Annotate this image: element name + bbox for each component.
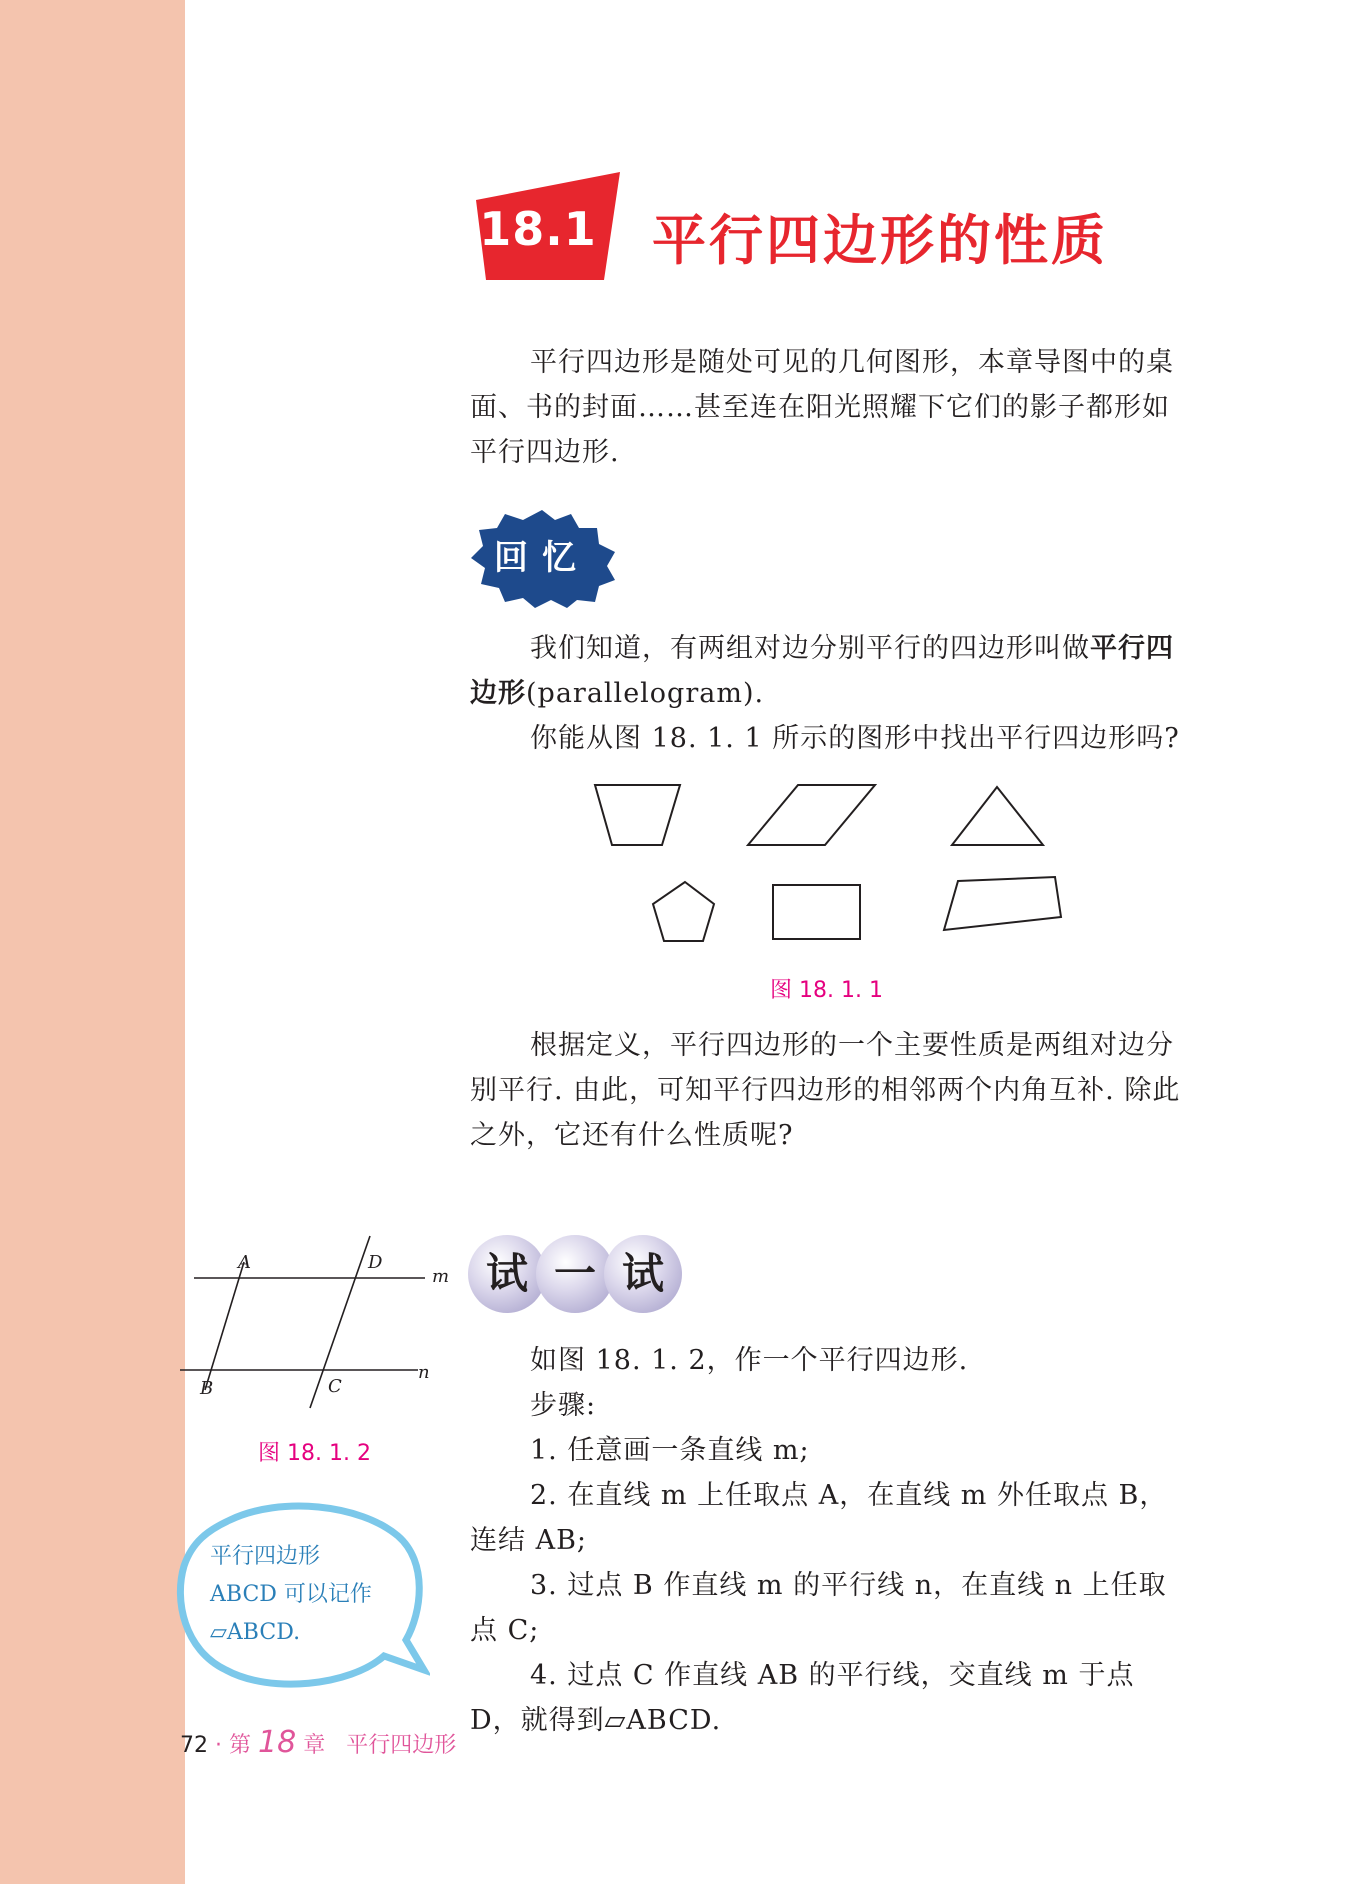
try-char-2: 一 <box>553 1249 596 1298</box>
chapter-prefix: · 第 <box>215 1733 251 1758</box>
recall-paragraph <box>470 626 1185 761</box>
label-m: m <box>432 1266 450 1287</box>
step-1: 1. 任意画一条直线 m; <box>530 1435 810 1466</box>
recall-question: 你能从图 18. 1. 1 所示的图形中找出平行四边形吗? <box>530 723 1180 754</box>
chapter-number: 18 <box>258 1725 297 1760</box>
figure-18-1-2 <box>180 1230 460 1410</box>
page-footer <box>180 1725 456 1760</box>
recall-definition <box>470 626 1185 716</box>
recall-text-after: (parallelogram). <box>526 678 765 709</box>
label-b: B <box>200 1378 214 1399</box>
recall-text-before: 我们知道，有两组对边分别平行的四边形叫做 <box>530 633 1090 664</box>
section-number: 18.1 <box>479 202 597 256</box>
shape-triangle <box>952 787 1043 845</box>
label-d: D <box>368 1252 383 1273</box>
chapter-suffix: 章 <box>303 1733 326 1758</box>
recall-badge <box>467 508 617 608</box>
try-it-intro: 如图 18. 1. 2，作一个平行四边形. <box>530 1345 969 1376</box>
try-char-1: 试 <box>485 1249 528 1298</box>
note-bubble-text: 平行四边形 ABCD 可以记作▱ABCD. <box>210 1544 372 1645</box>
term-parallelogram: 平行四边形 <box>470 633 1174 709</box>
section-number-badge <box>468 172 623 282</box>
shape-quadrilateral <box>944 877 1061 930</box>
intro-paragraph <box>470 340 1185 475</box>
step-2: 2. 在直线 m 上任取点 A，在直线 m 外任取点 B，连结 AB; <box>470 1480 1168 1556</box>
try-it-content <box>470 1338 1185 1743</box>
shape-pentagon <box>653 882 714 941</box>
property-text: 根据定义，平行四边形的一个主要性质是两组对边分别平行. 由此，可知平行四边形的相邻两个内角互补. 除此之外，它还有什么性质呢? <box>470 1030 1181 1151</box>
margin-band <box>0 0 185 1884</box>
intro-text: 平行四边形是随处可见的几何图形，本章导图中的桌面、书的封面……甚至连在阳光照耀下它们的影子都形如平行四边形. <box>470 347 1174 468</box>
page-number: 72 <box>180 1733 208 1758</box>
shape-trapezoid <box>595 785 680 845</box>
step-3: 3. 过点 B 作直线 m 的平行线 n，在直线 n 上任取点 C; <box>470 1570 1167 1646</box>
shape-rectangle <box>773 885 860 939</box>
try-it-badge <box>468 1235 698 1315</box>
label-a: A <box>238 1252 251 1273</box>
try-char-3: 试 <box>621 1249 664 1298</box>
figure-18-1-1 <box>580 775 1080 955</box>
chapter-title: 平行四边形 <box>346 1733 457 1758</box>
property-paragraph <box>470 1023 1185 1158</box>
figure-2-caption: 图 18. 1. 2 <box>258 1441 371 1466</box>
section-title: 平行四边形的性质 <box>652 209 1108 272</box>
figure-1-caption: 图 18. 1. 1 <box>770 978 883 1003</box>
shape-parallelogram <box>748 785 875 845</box>
label-c: C <box>328 1376 342 1397</box>
line-ab <box>205 1262 244 1390</box>
recall-badge-label: 回忆 <box>494 538 590 578</box>
label-n: n <box>418 1362 430 1383</box>
steps-label: 步骤: <box>530 1390 597 1421</box>
step-4: 4. 过点 C 作直线 AB 的平行线，交直线 m 于点 D，就得到▱ABCD. <box>470 1660 1135 1736</box>
